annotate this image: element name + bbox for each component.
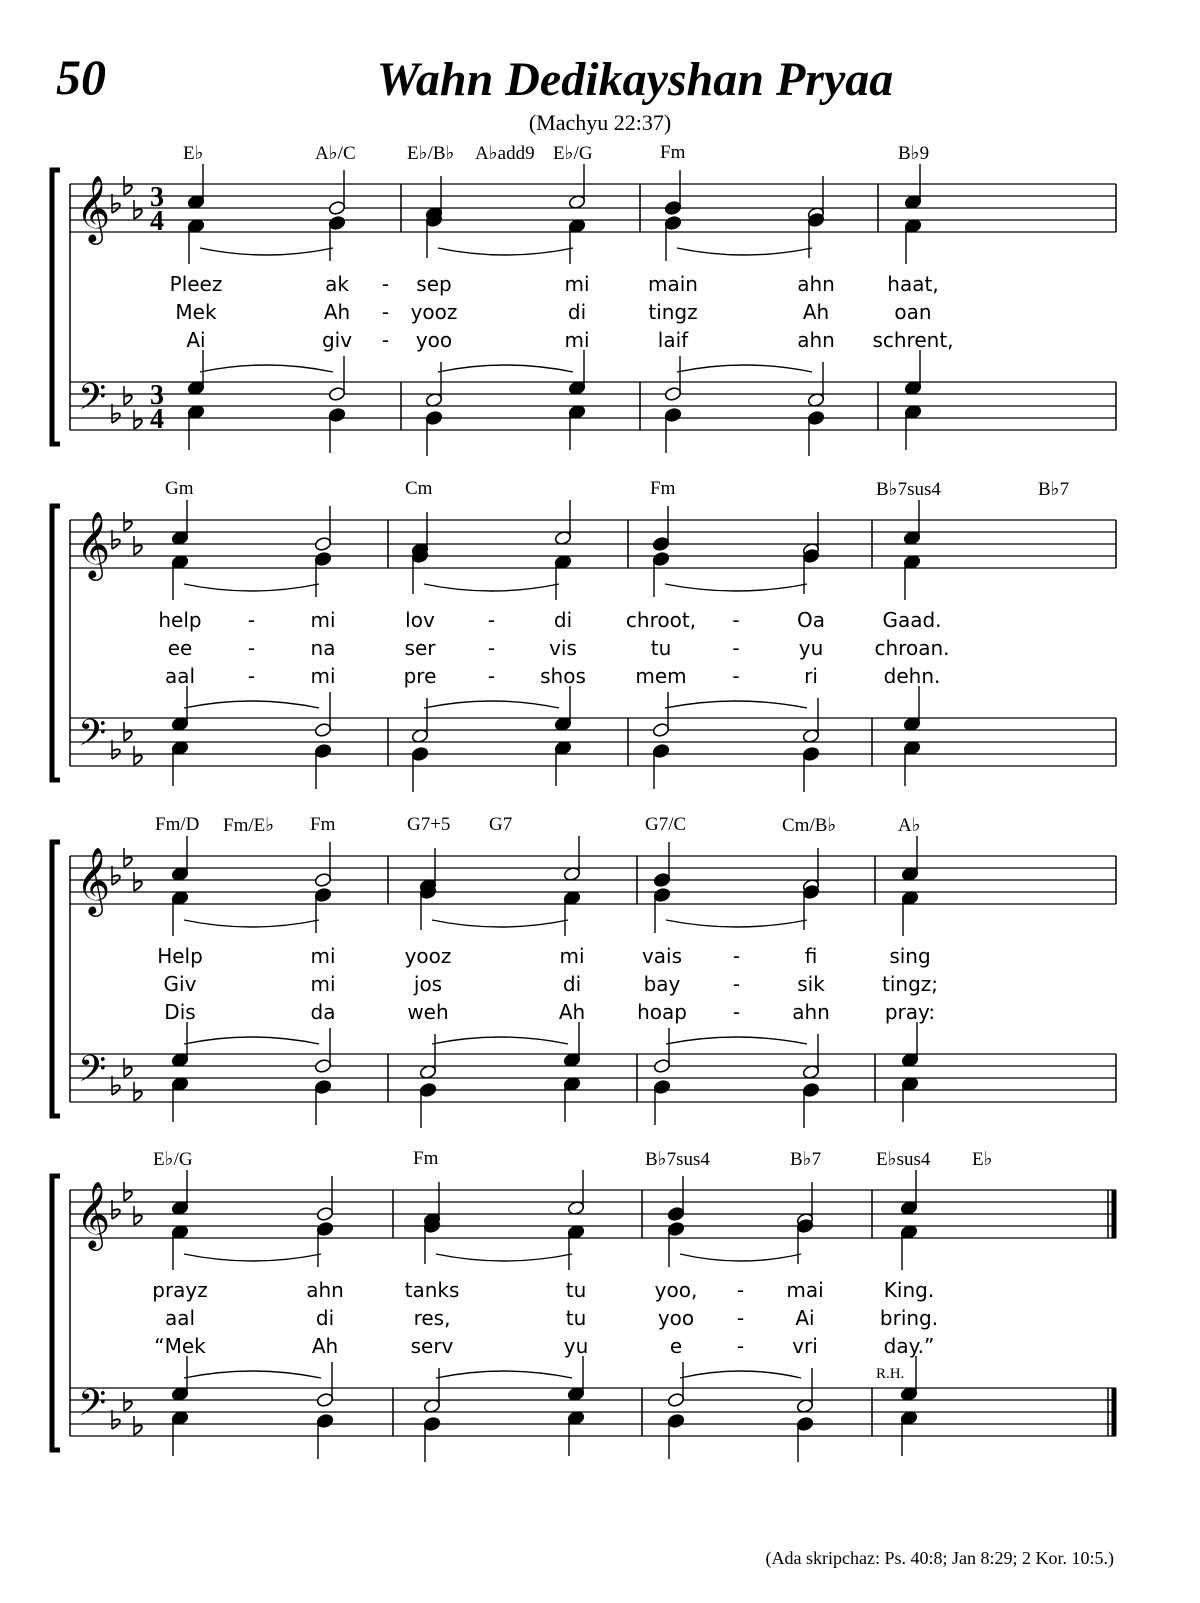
note xyxy=(802,1034,820,1080)
lyric-hyphen: - xyxy=(732,608,740,632)
note xyxy=(664,215,682,261)
slur xyxy=(436,1254,572,1261)
hymn-number: 50 xyxy=(56,49,106,105)
lyric-syllable: aal xyxy=(164,664,196,688)
lyric-syllable: oan xyxy=(894,300,932,324)
flat-sign xyxy=(134,536,142,555)
lyric-hyphen: - xyxy=(732,664,740,688)
lyric-syllable: sing xyxy=(889,944,931,968)
lyric-syllable: schrent, xyxy=(872,328,954,352)
lyric-syllable: ahn xyxy=(797,328,835,352)
note xyxy=(419,884,437,930)
note xyxy=(567,1170,585,1216)
chord-symbol: Cm/B♭ xyxy=(782,815,837,836)
note xyxy=(568,218,586,264)
note xyxy=(568,350,586,396)
chord-symbol: E♭sus4 xyxy=(876,1149,931,1170)
note xyxy=(796,1416,814,1462)
note xyxy=(568,404,586,450)
lyric-syllable: ahn xyxy=(797,272,835,296)
note xyxy=(411,548,429,594)
scripture-reference: (Machyu 22:37) xyxy=(528,110,672,135)
flat-sign xyxy=(112,530,120,549)
note xyxy=(563,890,581,936)
scripture-footer: (Ada skripchaz: Ps. 40:8; Jan 8:29; 2 Kor. 10:5.) xyxy=(765,1548,1114,1568)
lyric-hyphen: - xyxy=(487,636,496,660)
note xyxy=(903,500,921,546)
lyric-hyphen: - xyxy=(247,636,256,660)
chord-symbol: A♭/C xyxy=(315,143,356,164)
score-system xyxy=(0,814,1200,1142)
slur xyxy=(184,920,319,927)
slur xyxy=(184,1371,321,1378)
note xyxy=(796,1368,814,1414)
lyric-syllable: yoo xyxy=(415,328,453,352)
note xyxy=(567,1356,585,1402)
flat-sign xyxy=(134,1206,142,1225)
lyric-syllable: dehn. xyxy=(883,664,941,688)
lyric-syllable: vri xyxy=(792,1334,818,1358)
note xyxy=(802,1082,820,1128)
slur xyxy=(424,584,559,591)
lyric-syllable: yu xyxy=(798,636,824,660)
note xyxy=(900,1224,918,1270)
chord-symbol: Fm xyxy=(310,814,336,835)
note xyxy=(171,1022,189,1068)
note xyxy=(904,218,922,264)
lyric-syllable: bring. xyxy=(879,1306,939,1330)
slur xyxy=(665,584,807,591)
note xyxy=(314,1028,332,1074)
lyric-syllable: di xyxy=(553,608,573,632)
chord-symbol: Fm xyxy=(413,1148,439,1169)
note xyxy=(314,887,332,933)
lyric-syllable: hoap xyxy=(637,1000,687,1024)
slur xyxy=(680,1371,801,1378)
slur xyxy=(432,920,568,927)
flat-sign xyxy=(134,200,142,219)
score-system xyxy=(0,1148,1200,1476)
note xyxy=(652,692,670,738)
flat-sign xyxy=(112,740,120,759)
slur xyxy=(680,1254,801,1261)
note xyxy=(901,836,919,882)
lyric-syllable: yooz xyxy=(404,944,452,968)
chord-symbol: Gm xyxy=(165,478,194,499)
chord-symbol: G7 xyxy=(489,814,513,835)
lyric-syllable: haat, xyxy=(887,272,939,296)
flat-sign xyxy=(124,1182,132,1201)
note xyxy=(171,1356,189,1402)
note xyxy=(314,692,332,738)
chord-symbol: B♭9 xyxy=(898,143,930,164)
lyric-syllable: e xyxy=(669,1334,683,1358)
note xyxy=(187,218,205,264)
chord-symbol: B♭7sus4 xyxy=(876,479,941,500)
slur xyxy=(666,920,807,927)
slur xyxy=(665,701,807,708)
lyric-hyphen: - xyxy=(732,944,741,968)
note xyxy=(807,212,825,258)
time-signature-bottom: 4 xyxy=(150,404,164,435)
note xyxy=(802,884,820,930)
lyric-syllable: res, xyxy=(413,1306,451,1330)
slur xyxy=(184,701,319,708)
lyric-syllable: tu xyxy=(565,1278,587,1302)
chord-symbol: Fm xyxy=(650,478,676,499)
note xyxy=(903,686,921,732)
note xyxy=(904,164,922,210)
note xyxy=(664,170,682,216)
lyric-syllable: tu xyxy=(650,636,672,660)
lyric-syllable: Mek xyxy=(175,300,217,324)
lyric-syllable: Ah xyxy=(802,300,830,324)
slur xyxy=(438,248,573,255)
slur xyxy=(200,365,333,372)
lyric-syllable: ee xyxy=(167,636,193,660)
note xyxy=(425,212,443,258)
lyric-syllable: ahn xyxy=(792,1000,830,1024)
note xyxy=(411,698,429,744)
note xyxy=(314,551,332,597)
hymn-title: Wahn Dedikayshan Pryaa xyxy=(376,53,894,106)
note xyxy=(314,506,332,552)
note xyxy=(171,1224,189,1270)
lyric-syllable: laif xyxy=(657,328,689,352)
lyric-syllable: yu xyxy=(563,1334,589,1358)
lyric-syllable: bay xyxy=(643,972,681,996)
flat-sign xyxy=(112,1410,120,1429)
bass-clef: 𝄢 xyxy=(78,376,107,427)
note xyxy=(328,356,346,402)
note xyxy=(901,1022,919,1068)
note xyxy=(316,1176,334,1222)
note xyxy=(567,1224,585,1270)
lyric-syllable: mi xyxy=(559,944,585,968)
lyric-hyphen: - xyxy=(487,608,496,632)
lyric-syllable: mi xyxy=(310,664,336,688)
system-bracket xyxy=(52,1176,60,1450)
note xyxy=(563,836,581,882)
note xyxy=(667,1221,685,1267)
lyric-hyphen: - xyxy=(381,328,390,352)
lyric-syllable: yoo xyxy=(657,1306,695,1330)
slur xyxy=(200,248,333,255)
chord-symbol: Fm/D xyxy=(155,814,200,835)
lyric-syllable: mi xyxy=(564,272,590,296)
treble-clef: 𝄞 xyxy=(76,510,111,578)
score-system xyxy=(0,478,1200,806)
flat-sign xyxy=(112,194,120,213)
flat-sign xyxy=(112,1076,120,1095)
lyric-hyphen: - xyxy=(732,1000,741,1024)
lyric-hyphen: - xyxy=(736,1306,745,1330)
lyric-syllable: Pleez xyxy=(169,272,223,296)
flat-sign xyxy=(124,176,132,195)
note xyxy=(653,887,671,933)
note xyxy=(903,554,921,600)
note xyxy=(423,1416,441,1462)
lyric-hyphen: - xyxy=(732,636,740,660)
lyric-hyphen: - xyxy=(487,664,496,688)
lyric-syllable: Ah xyxy=(323,300,351,324)
note xyxy=(903,740,921,786)
note xyxy=(802,698,820,744)
note xyxy=(802,746,820,792)
note xyxy=(563,1022,581,1068)
score-system xyxy=(0,142,1200,470)
flat-sign xyxy=(124,848,132,867)
chord-symbol: A♭add9 xyxy=(475,143,535,164)
note xyxy=(314,842,332,888)
flat-sign xyxy=(134,1416,142,1435)
lyric-syllable: ak xyxy=(325,272,349,296)
note xyxy=(554,554,572,600)
lyric-syllable: lov xyxy=(405,608,435,632)
lyric-syllable: tingz xyxy=(648,300,698,324)
time-signature-bottom: 4 xyxy=(150,206,164,237)
bass-clef: 𝄢 xyxy=(78,1382,107,1433)
lyric-hyphen: - xyxy=(381,272,390,296)
lyric-syllable: Ai xyxy=(186,328,206,352)
chord-symbol: E♭/B♭ xyxy=(407,143,455,164)
lyric-syllable: jos xyxy=(413,972,443,996)
lyric-syllable: Ah xyxy=(311,1334,339,1358)
note xyxy=(807,362,825,408)
note xyxy=(652,551,670,597)
chord-symbol: B♭7 xyxy=(1038,479,1070,500)
treble-clef: 𝄞 xyxy=(76,1180,111,1248)
system-bracket xyxy=(52,170,60,444)
lyric-syllable: mi xyxy=(310,608,336,632)
lyric-syllable: serv xyxy=(410,1334,454,1358)
lyric-syllable: mi xyxy=(564,328,590,352)
lyric-syllable: ri xyxy=(804,664,818,688)
system-bracket xyxy=(52,506,60,780)
note xyxy=(425,362,443,408)
lyric-syllable: help xyxy=(158,608,202,632)
lyric-hyphen: - xyxy=(736,1278,745,1302)
lyric-hyphen: - xyxy=(732,972,741,996)
lyric-syllable: ser xyxy=(404,636,436,660)
lyric-syllable: main xyxy=(648,272,698,296)
lyric-syllable: tanks xyxy=(404,1278,460,1302)
flat-sign xyxy=(134,410,142,429)
note xyxy=(316,1221,334,1267)
chord-symbol: E♭ xyxy=(972,1149,993,1170)
slur xyxy=(432,1037,568,1044)
note xyxy=(171,1170,189,1216)
note xyxy=(554,500,572,546)
note xyxy=(904,404,922,450)
lyric-syllable: Giv xyxy=(163,972,197,996)
lyric-syllable: na xyxy=(310,636,336,660)
lyric-syllable: vais xyxy=(641,944,683,968)
note xyxy=(171,740,189,786)
note xyxy=(652,506,670,552)
note xyxy=(187,164,205,210)
chord-symbol: B♭7 xyxy=(790,1149,822,1170)
lyric-syllable: di xyxy=(567,300,587,324)
note xyxy=(171,686,189,732)
lyric-hyphen: - xyxy=(247,608,256,632)
lyric-syllable: day.” xyxy=(883,1334,935,1358)
flat-sign xyxy=(124,1392,132,1411)
note xyxy=(667,1362,685,1408)
note xyxy=(901,890,919,936)
note xyxy=(171,554,189,600)
note xyxy=(554,686,572,732)
lyric-syllable: King. xyxy=(883,1278,935,1302)
lyric-syllable: fi xyxy=(804,944,818,968)
chord-symbol: A♭ xyxy=(898,815,921,836)
lyric-syllable: chroot, xyxy=(625,608,697,632)
flat-sign xyxy=(124,386,132,405)
chord-symbol: Fm xyxy=(660,142,686,163)
right-hand-annotation: R.H. xyxy=(876,1366,905,1382)
lyric-syllable: Gaad. xyxy=(882,608,942,632)
chord-symbol: G7+5 xyxy=(407,814,451,835)
lyric-syllable: pray: xyxy=(884,1000,936,1024)
lyric-hyphen: - xyxy=(247,664,256,688)
note xyxy=(423,1218,441,1264)
note xyxy=(807,410,825,456)
lyric-syllable: yooz xyxy=(410,300,458,324)
lyric-syllable: Ai xyxy=(795,1306,815,1330)
lyric-syllable: ahn xyxy=(306,1278,344,1302)
lyric-syllable: sik xyxy=(797,972,825,996)
time-signature-top: 3 xyxy=(150,380,164,411)
note xyxy=(328,215,346,261)
note xyxy=(328,170,346,216)
chord-symbol: Cm xyxy=(405,478,433,499)
time-signature-top: 3 xyxy=(150,182,164,213)
note xyxy=(316,1362,334,1408)
note xyxy=(653,1028,671,1074)
lyric-syllable: Dis xyxy=(164,1000,196,1024)
note xyxy=(411,746,429,792)
note xyxy=(171,1410,189,1456)
note xyxy=(419,1082,437,1128)
slur xyxy=(184,1037,319,1044)
note xyxy=(796,1218,814,1264)
note xyxy=(900,1170,918,1216)
note xyxy=(568,164,586,210)
lyric-syllable: mai xyxy=(786,1278,824,1302)
note xyxy=(900,1410,918,1456)
note xyxy=(171,1076,189,1122)
lyric-hyphen: - xyxy=(736,1334,745,1358)
lyric-syllable: pre xyxy=(403,664,437,688)
treble-clef: 𝄞 xyxy=(76,174,111,242)
lyric-syllable: da xyxy=(310,1000,336,1024)
lyric-syllable: di xyxy=(315,1306,335,1330)
note xyxy=(171,836,189,882)
flat-sign xyxy=(124,722,132,741)
slur xyxy=(184,1254,321,1261)
lyric-syllable: mi xyxy=(310,972,336,996)
flat-sign xyxy=(124,1058,132,1077)
lyric-syllable: tingz; xyxy=(881,972,939,996)
lyric-hyphen: - xyxy=(381,300,390,324)
lyric-syllable: yoo, xyxy=(654,1278,698,1302)
flat-sign xyxy=(112,404,120,423)
lyric-syllable: “Mek xyxy=(154,1334,206,1358)
slur xyxy=(677,248,812,255)
lyric-syllable: shos xyxy=(540,664,586,688)
note xyxy=(567,1410,585,1456)
note xyxy=(425,410,443,456)
note xyxy=(419,1034,437,1080)
flat-sign xyxy=(134,1082,142,1101)
chord-symbol: E♭/G xyxy=(153,1149,193,1170)
lyric-syllable: weh xyxy=(407,1000,449,1024)
slur xyxy=(424,701,559,708)
slur xyxy=(184,584,319,591)
note xyxy=(187,404,205,450)
treble-clef: 𝄞 xyxy=(76,846,111,914)
slur xyxy=(666,1037,807,1044)
slur xyxy=(436,1371,572,1378)
bass-clef: 𝄢 xyxy=(78,712,107,763)
note xyxy=(667,1176,685,1222)
note xyxy=(904,350,922,396)
chord-symbol: Fm/E♭ xyxy=(223,815,275,836)
slur xyxy=(677,365,812,372)
flat-sign xyxy=(134,872,142,891)
chord-symbol: B♭7sus4 xyxy=(645,1149,710,1170)
lyric-syllable: Oa xyxy=(797,608,825,632)
system-bracket xyxy=(52,842,60,1116)
note xyxy=(423,1368,441,1414)
lyric-syllable: sep xyxy=(416,272,452,296)
note xyxy=(554,740,572,786)
lyric-syllable: prayz xyxy=(152,1278,208,1302)
flat-sign xyxy=(134,746,142,765)
lyric-syllable: mi xyxy=(310,944,336,968)
slur xyxy=(438,365,573,372)
note xyxy=(901,1076,919,1122)
chord-symbol: E♭ xyxy=(183,143,204,164)
note xyxy=(802,548,820,594)
bass-clef: 𝄢 xyxy=(78,1048,107,1099)
lyric-syllable: aal xyxy=(164,1306,196,1330)
lyric-syllable: di xyxy=(562,972,582,996)
lyric-syllable: giv xyxy=(321,328,353,352)
lyric-syllable: vis xyxy=(549,636,577,660)
flat-sign xyxy=(112,1200,120,1219)
chord-symbol: G7/C xyxy=(645,814,687,835)
chord-symbol: E♭/G xyxy=(553,143,593,164)
note xyxy=(171,500,189,546)
lyric-syllable: Ah xyxy=(558,1000,586,1024)
note xyxy=(171,890,189,936)
flat-sign xyxy=(124,512,132,531)
flat-sign xyxy=(112,866,120,885)
note xyxy=(563,1076,581,1122)
note xyxy=(653,842,671,888)
note xyxy=(187,350,205,396)
lyric-syllable: mem xyxy=(635,664,687,688)
lyric-syllable: chroan. xyxy=(874,636,950,660)
lyric-syllable: Help xyxy=(157,944,203,968)
note xyxy=(664,356,682,402)
lyric-syllable: tu xyxy=(565,1306,587,1330)
